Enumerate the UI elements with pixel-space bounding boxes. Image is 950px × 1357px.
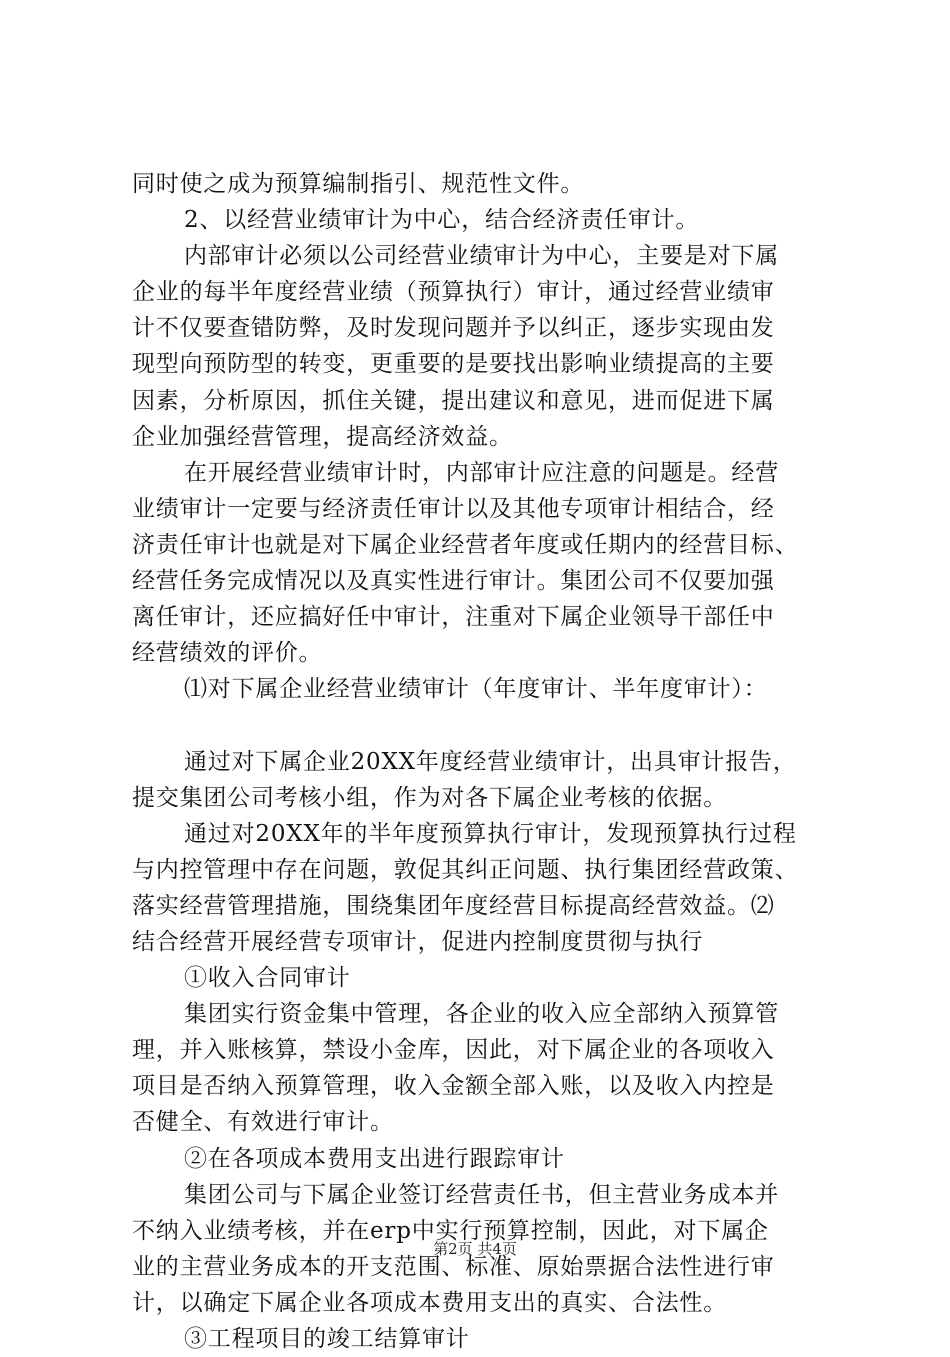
text-line: 结合经营开展经营专项审计，促进内控制度贯彻与执行 (132, 928, 704, 955)
text-line: 提交集团公司考核小组，作为对各下属企业考核的依据。 (132, 784, 727, 811)
text-line: 经营任务完成情况以及真实性进行审计。集团公司不仅要加强 (132, 568, 775, 595)
text-line: 经营绩效的评价。 (132, 640, 323, 667)
text-line: 理，并入账核算，禁设小金库，因此，对下属企业的各项收入 (132, 1037, 775, 1064)
text-line: 离任审计，还应搞好任中审计，注重对下属企业领导干部任中 (132, 604, 775, 631)
text-line: 济责任审计也就是对下属企业经营者年度或任期内的经营目标、 (132, 531, 799, 558)
text-line: 因素，分析原因，抓住关键，提出建议和意见，进而促进下属 (132, 387, 775, 414)
page-footer: 第2页 共4页 (433, 1240, 517, 1258)
paragraph-start: 集团公司与下属企业签订经营责任书，但主营业务成本并 (184, 1181, 779, 1208)
paragraph-start: 通过对20XX年的半年度预算执行审计，发现预算执行过程 (184, 820, 797, 847)
text-line: 计不仅要查错防弊，及时发现问题并予以纠正，逐步实现由发 (132, 315, 775, 342)
text-line: 同时使之成为预算编制指引、规范性文件。 (132, 171, 585, 197)
text-line: 否健全、有效进行审计。 (132, 1109, 394, 1136)
paragraph-start: 内部审计必须以公司经营业绩审计为中心，主要是对下属 (184, 243, 779, 270)
blank-line (132, 707, 832, 743)
list-item-heading: ①收入合同审计 (184, 965, 351, 992)
text-line: 项目是否纳入预算管理，收入金额全部入账，以及收入内控是 (132, 1073, 775, 1100)
list-item-heading: ②在各项成本费用支出进行跟踪审计 (184, 1145, 565, 1172)
text-line: 现型向预防型的转变，更重要的是要找出影响业绩提高的主要 (132, 351, 775, 378)
paragraph-start: 集团实行资金集中管理，各企业的收入应全部纳入预算管 (184, 1001, 779, 1028)
text-line: 与内控管理中存在问题，敦促其纠正问题、执行集团经营政策、 (132, 856, 799, 883)
text-line: 业的主营业务成本的开支范围、标准、原始票据合法性进行审 (132, 1253, 775, 1280)
subsection-heading: ⑴对下属企业经营业绩审计（年度审计、半年度审计）： (184, 676, 768, 703)
paragraph-start: 在开展经营业绩审计时，内部审计应注意的问题是。经营 (184, 459, 779, 486)
list-item-heading: ③工程项目的竣工结算审计 (184, 1326, 470, 1352)
section-heading: 2、以经营业绩审计为中心，结合经济责任审计。 (184, 207, 700, 234)
text-line: 落实经营管理措施，围绕集团年度经营目标提高经营效益。⑵ (132, 892, 775, 919)
text-line: 计，以确定下属企业各项成本费用支出的真实、合法性。 (132, 1289, 727, 1316)
text-line: 企业的每半年度经营业绩（预算执行）审计，通过经营业绩审 (132, 279, 775, 306)
paragraph-start: 通过对下属企业20XX年度经营业绩审计，出具审计报告， (184, 748, 797, 775)
text-line: 业绩审计一定要与经济责任审计以及其他专项审计相结合，经 (132, 495, 775, 522)
text-line: 企业加强经营管理，提高经济效益。 (132, 423, 513, 450)
text-line: 不纳入业绩考核，并在erp中实行预算控制，因此，对下属企 (132, 1217, 769, 1244)
document-body (132, 166, 832, 1357)
